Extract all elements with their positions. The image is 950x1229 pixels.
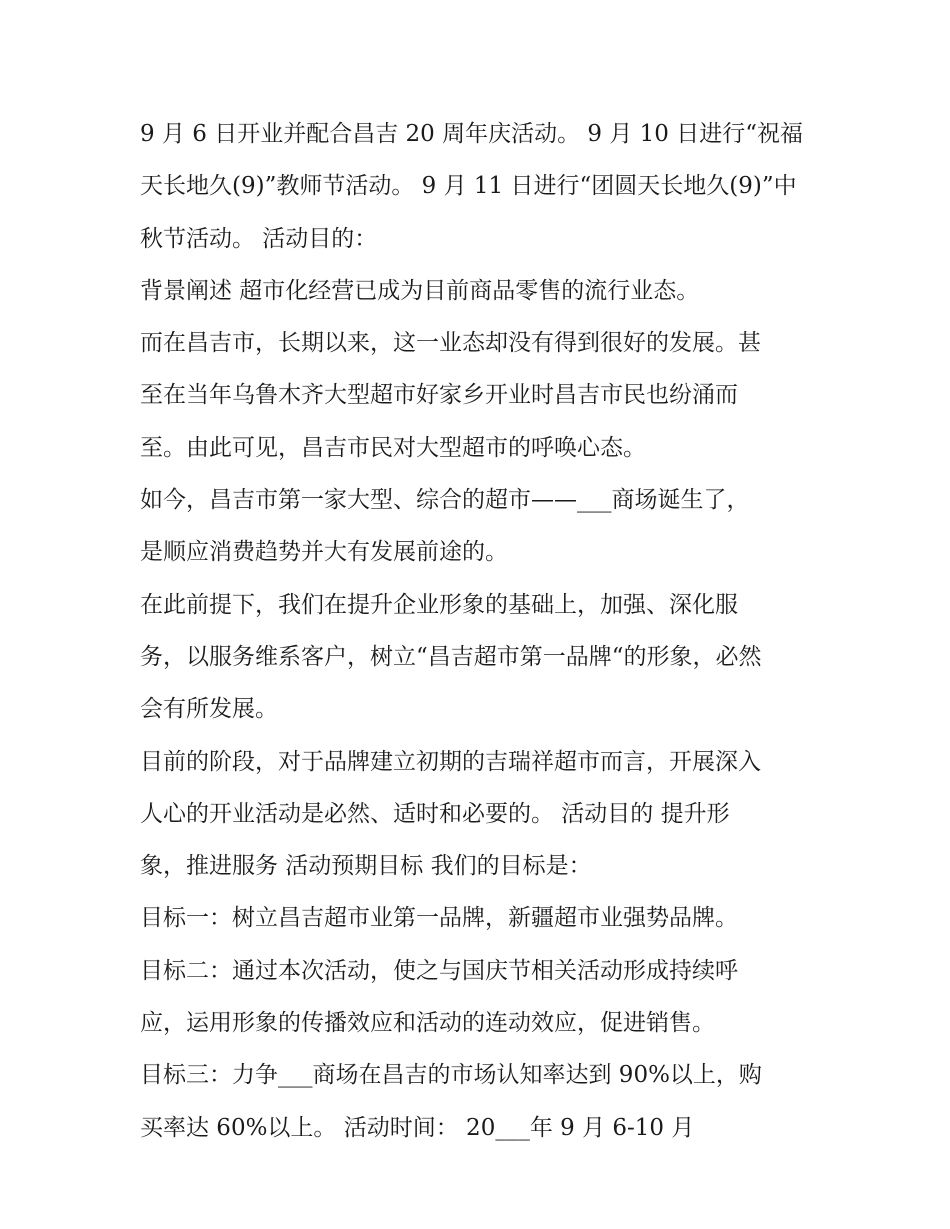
text-line: 秋节活动。 活动目的： <box>140 225 378 252</box>
text-line: 而在昌吉市，长期以来，这一业态却没有得到很好的发展。甚 <box>140 330 761 357</box>
text-line: 会有所发展。 <box>140 696 278 723</box>
text-line: 至在当年乌鲁木齐大型超市好家乡开业时昌吉市民也纷涌而 <box>140 382 738 409</box>
text-line: 目标一：树立昌吉超市业第一品牌，新疆超市业强势品牌。 <box>140 905 738 932</box>
text-line: 应，运用形象的传播效应和活动的连动效应，促进销售。 <box>140 1010 715 1037</box>
text-line: 目前的阶段，对于品牌建立初期的吉瑞祥超市而言，开展深入 <box>140 748 761 775</box>
text-line: 至。由此可见，昌吉市民对大型超市的呼唤心态。 <box>140 434 646 461</box>
text-line: 背景阐述 超市化经营已成为目前商品零售的流行业态。 <box>140 277 700 304</box>
text-line: 目标二：通过本次活动，使之与国庆节相关活动形成持续呼 <box>140 957 738 984</box>
text-line: 天长地久(9)”教师节活动。 9 月 11 日进行“团圆天长地久(9)”中 <box>140 173 797 200</box>
text-line: 是顺应消费趋势并大有发展前途的。 <box>140 539 508 566</box>
text-line: 人心的开业活动是必然、适时和必要的。 活动目的 提升形 <box>140 800 730 827</box>
text-line: 目标三：力争___商场在昌吉的市场认知率达到 90%以上，购 <box>140 1062 762 1089</box>
document-body <box>140 108 830 1154</box>
text-line: 在此前提下，我们在提升企业形象的基础上，加强、深化服 <box>140 591 738 618</box>
text-line: 买率达 60%以上。 活动时间： 20___年 9 月 6-10 月 <box>140 1114 695 1141</box>
text-line: 务，以服务维系客户，树立“昌吉超市第一品牌“的形象，必然 <box>140 643 762 670</box>
text-line: 象，推进服务 活动预期目标 我们的目标是： <box>140 853 592 880</box>
text-line: 如今，昌吉市第一家大型、综合的超市——___商场诞生了， <box>140 487 750 514</box>
text-line: 9 月 6 日开业并配合昌吉 20 周年庆活动。 9 月 10 日进行“祝福 <box>140 121 803 147</box>
